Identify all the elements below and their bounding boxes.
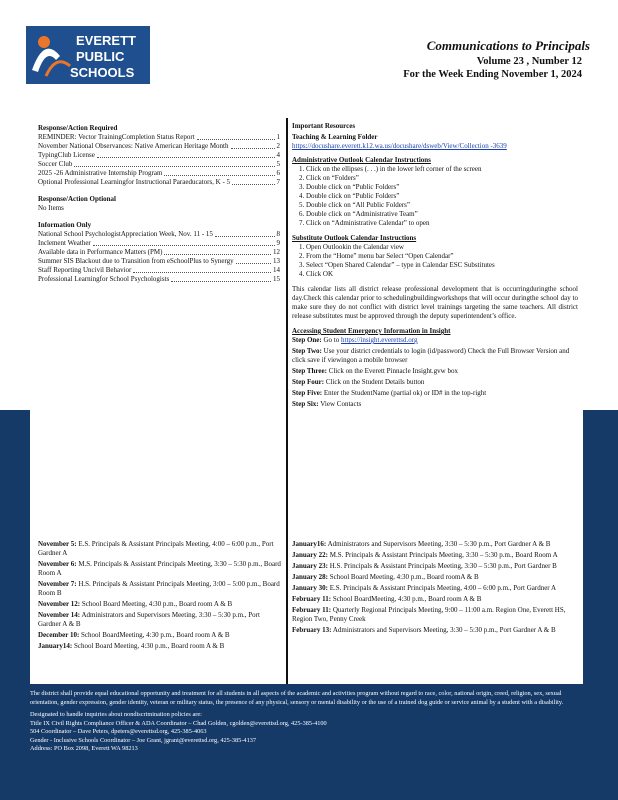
insight-link[interactable]: https://insight.everettsd.org [341, 336, 418, 344]
contents-item-text: Optional Professional Learningfor Instructional Paraeducators, K - 5 [38, 178, 231, 186]
contents-item-text: TypingClub License [38, 151, 95, 159]
meeting-date: November 6: [38, 560, 77, 568]
resources-heading: Important Resources [292, 122, 356, 130]
meeting-date: November 14: [38, 611, 81, 619]
footer-text [30, 690, 583, 754]
contents-item-page: 12 [273, 248, 280, 256]
contents-item-text: 2025 -26 Administrative Internship Program [38, 169, 163, 177]
insight-step-label: Step Five: [292, 389, 323, 397]
contents-item-text: November National Observances: Native American Heritage Month [38, 142, 229, 150]
insight-step-text: Go to [323, 336, 341, 344]
insight-step [292, 367, 578, 376]
outlook-steps-list [292, 165, 578, 228]
column-divider [286, 118, 288, 684]
insight-step-text: Click on the Everett Pinnacle Insight.gvw box [328, 367, 458, 375]
insight-steps-list [292, 336, 578, 409]
leader-dots [197, 133, 275, 140]
insight-step-label: Step Two: [292, 347, 322, 355]
contents-item-text: National School PsychologistAppreciation Week, Nov. 11 - 15 [38, 230, 213, 238]
instruction-step: 3. Select “Open Shared Calendar” – type in Calendar ESC Substitutes [306, 261, 578, 270]
instruction-step: 3. Double click on “Public Folders” [306, 183, 578, 192]
nondiscrimination-statement: The district shall provide equal educational opportunity and treatment for all students in all aspects of the academic and activities program without regard to race, color, national origin, creed, religion, sex, sexual orientation, gender expression, gender identity, veteran or military status, the presence of any physical, sensory or mental disability or the use of a trained dog guide or service animal by a student with a disability. [30, 690, 564, 706]
leader-dots [93, 239, 275, 246]
contact-gender-inclusive: Gender - Inclusive Schools Coordinator – Joe Grant, jgrant@everettsd.org, 425-385-4137 [30, 736, 257, 744]
logo-text-3: SCHOOLS [70, 65, 135, 80]
insight-step [292, 389, 578, 398]
meeting-item [38, 631, 282, 640]
meeting-text: H.S. Principals & Assistant Principals Meeting, 3:00 – 5:00 p.m., Board Room B [38, 580, 280, 597]
contents-item-text: REMINDER: Vector TrainingCompletion Status Report [38, 133, 195, 141]
meeting-text: School BoardMeeting, 4:30 p.m., Board room A & B [81, 631, 230, 639]
optional-items-text: No Items [38, 204, 64, 212]
volume-line: Volume 23 , Number 12 [476, 56, 582, 67]
meeting-text: Administrators and Supervisors Meeting, 3:30 – 5:30 p.m., Port Gardner A & B [327, 540, 551, 548]
designated-intro: Designated to handle inquiries about nondiscrimination policies are: [30, 711, 202, 718]
meeting-item [38, 642, 282, 651]
insight-step-label: Step One: [292, 336, 322, 344]
insight-step [292, 347, 578, 365]
meeting-item [292, 573, 578, 582]
contents-item[interactable] [38, 133, 280, 142]
contents-item-text: Staff Reporting Uncivil Behavior [38, 266, 132, 274]
contents-column [38, 124, 280, 284]
instruction-step: 5. Double click on “All Public Folders” [306, 201, 578, 210]
insight-step-text: View Contacts [320, 400, 362, 408]
meeting-text: School BoardMeeting, 4:30 p.m., Board room A & B [332, 595, 482, 603]
teaching-folder-heading: Teaching & Learning Folder [292, 133, 378, 141]
meeting-item [38, 560, 282, 578]
meeting-text: School Board Meeting, 4:30 p.m., Board room A & B [73, 642, 225, 650]
meeting-date: November 5: [38, 540, 77, 548]
meeting-date: January 30: [292, 584, 328, 592]
leader-dots [236, 257, 271, 264]
meeting-item [292, 551, 578, 560]
meeting-date: January14: [38, 642, 73, 650]
insight-step-label: Step Six: [292, 400, 319, 408]
info-items-list [38, 230, 280, 284]
meeting-text: M.S. Principals & Assistant Principals Meeting, 3:30 – 5:30 p.m., Board Room A [38, 560, 281, 577]
substitute-note: This calendar lists all district release professional development that is occurringduringthe school day.Check this calendar prior to schedulingbuildingworkshops that will occur duringthe school day to make sure they do not conflict with district level trainings targeting the same teachers. All district release substitutes must be approved through the deputy superintendent’s office. [292, 285, 578, 320]
instruction-step: 1. Click on the ellipses (. . .) in the lower left corner of the screen [306, 165, 578, 174]
meeting-item [38, 600, 282, 609]
meeting-text: School Board Meeting, 4:30 p.m., Board room A & B [81, 600, 233, 608]
meetings-column-right [292, 540, 578, 637]
week-ending-line: For the Week Ending November 1, 2024 [403, 69, 582, 80]
leader-dots [164, 169, 274, 176]
contents-item-text: Soccer Club [38, 160, 73, 168]
contents-item-page: 6 [276, 169, 280, 177]
insight-step-text: Use your district credentials to login (id/password) Check the Full Browser Version and click save if viewingon a mobile browser [292, 347, 570, 364]
contents-item-text: Available data in Performance Matters (PM) [38, 248, 163, 256]
insight-step [292, 378, 578, 387]
contents-item[interactable] [38, 239, 280, 248]
leader-dots [232, 178, 274, 185]
substitute-heading: Substitute Outlook Calendar Instructions [292, 234, 417, 242]
insight-heading: Accessing Student Emergency Information in Insight [292, 327, 451, 335]
contents-item[interactable] [38, 248, 280, 257]
contents-item[interactable] [38, 169, 280, 178]
meeting-text: E.S. Principals & Assistant Principals Meeting, 4:00 – 6:00 p.m., Port Gardner A [329, 584, 557, 592]
logo-text-2: PUBLIC [76, 49, 125, 64]
section-heading-optional: Response/Action Optional [38, 195, 116, 203]
meeting-text: School Board Meeting, 4:30 p.m., Board roomA & B [329, 573, 479, 581]
insight-step [292, 400, 578, 409]
instruction-step: 6. Double click on “Administrative Team” [306, 210, 578, 219]
meeting-text: Quarterly Regional Principals Meeting, 9:00 – 11:00 a.m. Region One, Everett HS, Region Two, Penny Creek [292, 606, 566, 623]
insight-step-label: Step Four: [292, 378, 325, 386]
outlook-heading: Administrative Outlook Calendar Instructions [292, 156, 431, 164]
instruction-step: 2. Click on “Folders” [306, 174, 578, 183]
contents-item-page: 5 [276, 160, 280, 168]
instruction-step: 1. Open Outlookin the Calendar view [306, 243, 578, 252]
meeting-date: February 13: [292, 626, 332, 634]
contents-item[interactable] [38, 142, 280, 151]
meeting-text: Administrators and Supervisors Meeting, 3:30 – 5:30 p.m., Port Gardner A & B [38, 611, 260, 628]
leader-dots [74, 160, 274, 167]
meeting-item [38, 611, 282, 629]
contents-item-page: 4 [276, 151, 280, 159]
district-address: Address: PO Box 2098, Everett WA 98213 [30, 745, 138, 752]
instruction-step: 4. Double click on “Public Folders” [306, 192, 578, 201]
contents-item-page: 2 [276, 142, 280, 150]
contents-item-page: 1 [276, 133, 280, 141]
meeting-item [292, 584, 578, 593]
teaching-folder-link[interactable]: https://docushare.everett.k12.wa.us/docushare/dsweb/View/Collection -3639 [292, 142, 507, 150]
meeting-date: February 11: [292, 606, 332, 614]
contents-item-page: 14 [273, 266, 280, 274]
leader-dots [231, 142, 275, 149]
contents-item-page: 8 [276, 230, 280, 238]
meeting-date: February 11: [292, 595, 332, 603]
logo-text-1: EVERETT [76, 33, 136, 48]
contact-title-ix: Title IX Civil Rights Compliance Officer & ADA Coordinator – Chad Golden, cgolden@everettsd.org, 425-385-4100 [30, 719, 327, 727]
meeting-date: November 12: [38, 600, 81, 608]
contents-item-text: Summer SIS Blackout due to Transition from eSchoolPlus to Synergy [38, 257, 234, 265]
contents-item-text: Professional Learningfor School Psychologists [38, 275, 170, 283]
meeting-date: January16: [292, 540, 327, 548]
meeting-date: January 22: [292, 551, 328, 559]
meeting-item [38, 580, 282, 598]
instruction-step: 7. Click on “Administrative Calendar” to open [306, 219, 578, 228]
contents-item[interactable] [38, 151, 280, 160]
contents-item[interactable] [38, 230, 280, 239]
contents-item-page: 13 [273, 257, 280, 265]
meeting-date: January 28: [292, 573, 328, 581]
contents-item-text: Inclement Weather [38, 239, 91, 247]
meetings-column-left [38, 540, 282, 653]
contents-item-page: 15 [273, 275, 280, 283]
leader-dots [215, 230, 275, 237]
meeting-date: November 7: [38, 580, 77, 588]
leader-dots [164, 248, 271, 255]
contents-item-page: 9 [276, 239, 280, 247]
section-heading-required: Response/Action Required [38, 124, 118, 132]
section-heading-info: Information Only [38, 221, 92, 229]
meeting-text: M.S. Principals & Assistant Principals Meeting, 3:30 – 5:30 p.m., Board Room A [329, 551, 558, 559]
contents-item[interactable] [38, 275, 280, 284]
insight-step-text: Enter the StudentName (partial ok) or ID# in the top-right [323, 389, 487, 397]
page-title: Communications to Principals [426, 38, 590, 53]
insight-step [292, 336, 578, 345]
instruction-step: 2. From the “Home” menu bar Select “Open Calendar” [306, 252, 578, 261]
contents-item[interactable] [38, 160, 280, 169]
contents-item[interactable] [38, 257, 280, 266]
meeting-item [292, 626, 578, 635]
resources-column [292, 122, 578, 411]
leader-dots [133, 266, 271, 273]
meeting-item [292, 562, 578, 571]
meeting-text: Administrators and Supervisors Meeting, 3:30 – 5:30 p.m., Port Gardner A & B [332, 626, 556, 634]
meeting-text: E.S. Principals & Assistant Principals Meeting, 4:00 – 6:00 p.m., Port Gardner A [38, 540, 274, 557]
contents-item-page: 7 [276, 178, 280, 186]
meeting-item [292, 606, 578, 624]
meeting-item [292, 540, 578, 549]
insight-step-label: Step Three: [292, 367, 327, 375]
contact-504: 504 Coordinator – Dave Peters, dpeters@everettsd.org, 425-385-4063 [30, 728, 207, 735]
meeting-item [292, 595, 578, 604]
meeting-text: H.S. Principals & Assistant Principals Meeting, 3:30 – 5:30 p.m., Port Gardner B [329, 562, 557, 570]
meeting-date: December 10: [38, 631, 80, 639]
insight-step-text: Click on the Student Details button [325, 378, 425, 386]
leader-dots [171, 275, 271, 282]
leader-dots [97, 151, 275, 158]
substitute-steps-list [292, 243, 578, 279]
district-logo [26, 26, 150, 84]
instruction-step: 4. Click OK [306, 270, 578, 279]
contents-item[interactable] [38, 266, 280, 275]
meeting-item [38, 540, 282, 558]
contents-item[interactable] [38, 178, 280, 187]
required-items-list [38, 133, 280, 187]
meeting-date: January 23: [292, 562, 328, 570]
